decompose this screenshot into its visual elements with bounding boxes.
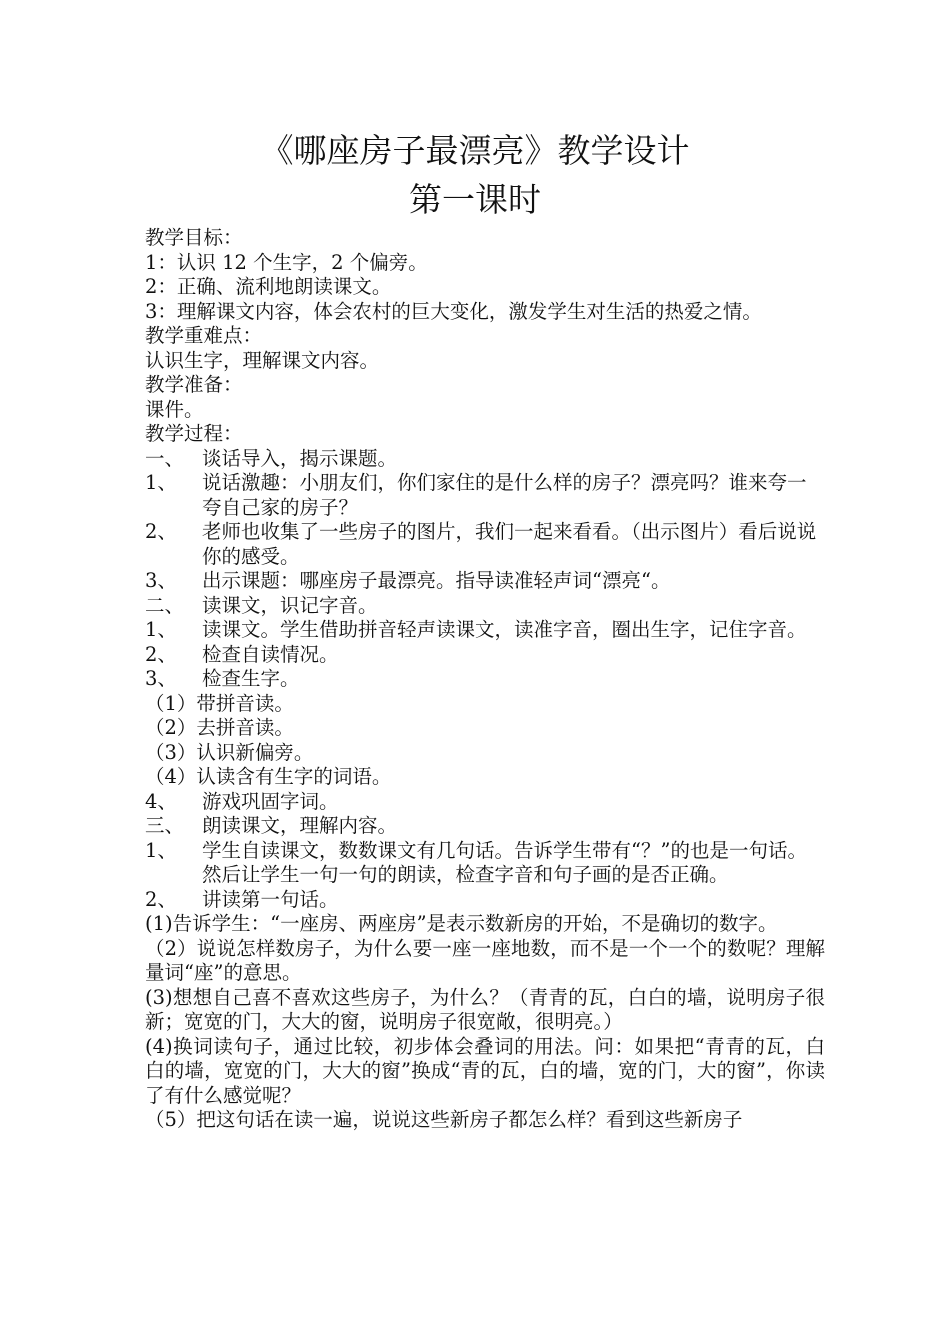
prep-text: 课件。 xyxy=(145,397,204,421)
difficulty-heading: 教学重难点： xyxy=(145,324,263,347)
item-number: 1、 xyxy=(145,471,177,494)
goal-item: 3：理解课文内容，体会农村的巨大变化，激发学生对生活的热爱之情。 xyxy=(145,299,762,323)
item-number: 2、 xyxy=(145,642,177,666)
item-text: 学生自读课文，数数课文有几句话。告诉学生带有“？”的也是一句话。然后让学生一句一句的朗读，检查字音和句子画的是否正确。 xyxy=(202,838,807,886)
sub-item: （3）认识新偏旁。 xyxy=(145,740,314,764)
process-item xyxy=(145,790,825,815)
paragraph: (4)换词读句子，通过比较，初步体会叠词的用法。问：如果把“青青的瓦，白白的墙，宽宽的门，大大的窗”换成“青的瓦，白的墙，宽的门，大的窗”，你读了有什么感觉呢？ xyxy=(145,1034,825,1107)
paragraph: (3)想想自己喜不喜欢这些房子，为什么？（青青的瓦，白白的墙，说明房子很新；宽宽的门，大大的窗，说明房子很宽敞，很明亮。） xyxy=(145,985,825,1033)
item-number: 1、 xyxy=(145,618,177,641)
item-text: 检查自读情况。 xyxy=(202,642,339,666)
process-item xyxy=(145,618,825,643)
item-number: 3、 xyxy=(145,569,177,592)
process-part-heading xyxy=(145,814,825,839)
goal-item: 1：认识 12 个生字，2 个偏旁。 xyxy=(145,250,428,274)
paragraph: （2）说说怎样数房子，为什么要一座一座地数，而不是一个一个的数呢？理解量词“座”的意思。 xyxy=(145,936,825,984)
document-title: 《哪座房子最漂亮》教学设计 xyxy=(260,131,690,170)
item-number: 2、 xyxy=(145,887,177,911)
process-item xyxy=(145,888,825,913)
process-item xyxy=(145,569,825,594)
item-text: 出示课题：哪座房子最漂亮。指导读准轻声词“漂亮“。 xyxy=(202,569,671,592)
part-number: 三、 xyxy=(145,814,185,837)
item-text: 说话激趣：小朋友们，你们家住的是什么样的房子？漂亮吗？谁来夸一夸自己家的房子？ xyxy=(202,471,807,519)
item-number: 4、 xyxy=(145,789,177,813)
prep-heading: 教学准备： xyxy=(145,373,243,396)
goal-item: 2：正确、流利地朗读课文。 xyxy=(145,275,392,298)
item-text: 讲读第一句话。 xyxy=(202,887,339,911)
process-item xyxy=(145,520,825,569)
difficulty-text: 认识生字，理解课文内容。 xyxy=(145,348,380,372)
process-part-heading xyxy=(145,447,825,472)
process-heading: 教学过程： xyxy=(145,422,243,445)
goals-heading: 教学目标： xyxy=(145,226,243,249)
process-item xyxy=(145,471,825,520)
item-number: 1、 xyxy=(145,838,177,862)
sub-item: （2）去拼音读。 xyxy=(145,716,294,739)
sub-item: （1）带拼音读。 xyxy=(145,691,294,715)
item-number: 2、 xyxy=(145,520,177,543)
part-text: 朗读课文，理解内容。 xyxy=(202,814,398,837)
part-text: 谈话导入，揭示课题。 xyxy=(202,446,398,470)
part-text: 读课文，识记字音。 xyxy=(202,593,378,617)
process-item xyxy=(145,667,825,692)
part-number: 一、 xyxy=(145,446,185,470)
item-text: 游戏巩固字词。 xyxy=(202,789,339,813)
item-number: 3、 xyxy=(145,667,177,690)
paragraph: （5）把这句话在读一遍，说说这些新房子都怎么样？看到这些新房子 xyxy=(145,1108,743,1131)
item-text: 检查生字。 xyxy=(202,667,300,690)
process-item xyxy=(145,643,825,668)
document-subtitle: 第一课时 xyxy=(409,180,541,219)
item-text: 读课文。学生借助拼音轻声读课文，读准字音，圈出生字，记住字音。 xyxy=(202,618,807,641)
process-item xyxy=(145,839,825,888)
item-text: 老师也收集了一些房子的图片，我们一起来看看。（出示图片）看后说说你的感受。 xyxy=(202,520,817,568)
process-part-heading xyxy=(145,594,825,619)
sub-item: （4）认读含有生字的词语。 xyxy=(145,765,392,788)
document-body xyxy=(145,226,825,1133)
paragraph: (1)告诉学生：“一座房、两座房”是表示数新房的开始，不是确切的数字。 xyxy=(145,912,778,935)
part-number: 二、 xyxy=(145,593,185,617)
